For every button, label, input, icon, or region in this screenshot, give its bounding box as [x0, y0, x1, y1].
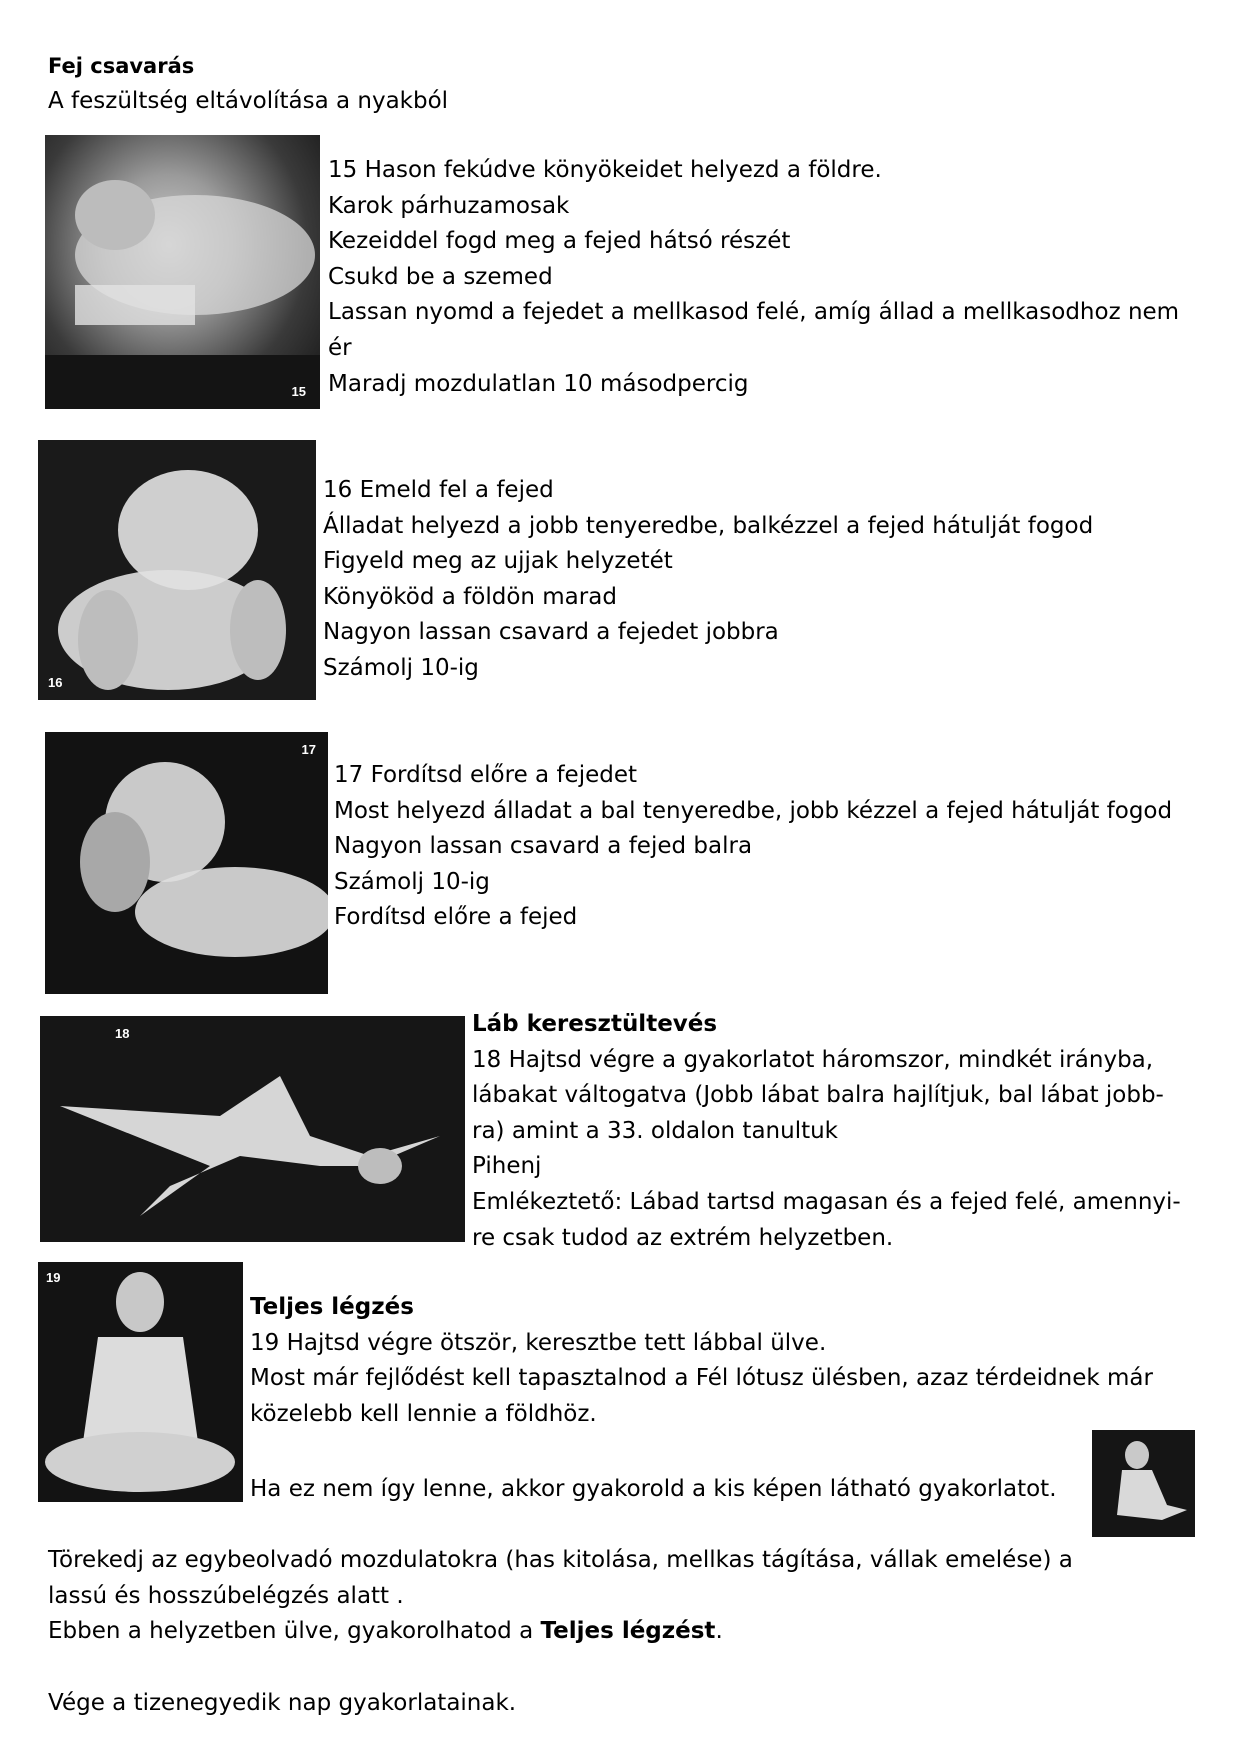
- section-16-line: 16 Emeld fel a fejed: [323, 477, 554, 503]
- section-15-line: Karok párhuzamosak: [328, 192, 570, 219]
- section-15-line: 15 Hason fekúdve könyökeidet helyezd a földre.: [328, 157, 882, 183]
- section-16-line: Figyeld meg az ujjak helyzetét: [323, 548, 673, 575]
- section-15-line: Csukd be a szemed: [328, 263, 553, 290]
- section-17-line: Most helyezd álladat a bal tenyeredbe, jobb kézzel a fejed hátulját fogod: [334, 797, 1173, 824]
- section-17-line: Fordítsd előre a fejed: [334, 904, 578, 931]
- section-15-line: Maradj mozdulatlan 10 másodpercig: [328, 370, 749, 397]
- closing-line-2: lassú és hosszúbelégzés alatt .: [48, 1582, 404, 1609]
- small-exercise-photo: [1092, 1430, 1195, 1537]
- section-18-line: re csak tudod az extrém helyzetben.: [472, 1224, 894, 1251]
- section-15-text: [328, 153, 1179, 402]
- photo-number-15: 15: [291, 384, 306, 399]
- photo-number-17: 17: [301, 742, 316, 757]
- section-17-line: Számolj 10-ig: [334, 868, 490, 895]
- closing-line-3-bold: Teljes légzést: [540, 1618, 716, 1645]
- section-18-line: Emlékeztető: Lábad tartsd magasan és a fejed felé, amennyi-: [472, 1188, 1181, 1215]
- photo-number-18: 18: [115, 1026, 130, 1041]
- closing-text: [48, 1543, 1073, 1650]
- section-19-line: közelebb kell lennie a földhöz.: [250, 1400, 597, 1427]
- section-18-line: ra) amint a 33. oldalon tanultuk: [472, 1117, 839, 1144]
- closing-line-3: [48, 1614, 1073, 1650]
- photo-number-16: 16: [48, 675, 63, 690]
- section-17-line: Nagyon lassan csavard a fejed balra: [334, 833, 753, 860]
- section-15-line: Lassan nyomd a fejedet a mellkasod felé, amíg állad a mellkasodhoz nem: [328, 299, 1180, 326]
- section-15-line: ér: [328, 334, 352, 361]
- photo-19-figure: [38, 1262, 243, 1502]
- section-17-line: 17 Fordítsd előre a fejedet: [334, 762, 637, 788]
- section-19-text: [250, 1290, 1153, 1432]
- final-line: [48, 1686, 516, 1722]
- section-16-text: [323, 473, 1093, 687]
- exercise-photo-15: [45, 135, 320, 409]
- closing-line-1: Törekedj az egybeolvadó mozdulatokra (has kitolása, mellkas tágítása, vállak emelése) a: [48, 1547, 1073, 1573]
- page-subtitle: A feszültség eltávolítása a nyakból: [48, 88, 449, 114]
- photo-16-figure: [38, 440, 316, 700]
- section-19-heading: Teljes légzés: [250, 1294, 414, 1320]
- small-photo-figure: [1092, 1430, 1195, 1537]
- section-19-line: Most már fejlődést kell tapasztalnod a Fél lótusz ülésben, azaz térdeidnek már: [250, 1365, 1153, 1392]
- section-18-line: 18 Hajtsd végre a gyakorlatot háromszor, mindkét irányba,: [472, 1046, 1154, 1073]
- exercise-photo-19: [38, 1262, 243, 1502]
- section-16-line: Álladat helyezd a jobb tenyeredbe, balkézzel a fejed hátulját fogod: [323, 512, 1094, 539]
- small-photo-instruction: Ha ez nem így lenne, akkor gyakorold a kis képen látható gyakorlatot.: [250, 1476, 1057, 1502]
- page-title: Fej csavarás: [48, 54, 195, 78]
- closing-line-3-suffix: .: [715, 1618, 723, 1645]
- section-19-small-photo-text: [250, 1472, 1057, 1508]
- section-18-line: Pihenj: [472, 1153, 542, 1180]
- exercise-photo-16: [38, 440, 316, 700]
- section-16-line: Könyököd a földön marad: [323, 583, 617, 610]
- exercise-photo-17: [45, 732, 328, 994]
- exercise-photo-18: [40, 1016, 465, 1242]
- photo-17-figure: [45, 732, 328, 994]
- section-18-text: [472, 1007, 1181, 1256]
- section-16-line: Számolj 10-ig: [323, 654, 479, 681]
- section-18-line: lábakat váltogatva (Jobb lábat balra hajlítjuk, bal lábat jobb-: [472, 1082, 1164, 1109]
- section-15-line: Kezeiddel fogd meg a fejed hátsó részét: [328, 228, 791, 255]
- photo-number-19: 19: [46, 1270, 61, 1285]
- section-18-heading: Láb keresztültevés: [472, 1011, 718, 1037]
- section-19-line: 19 Hajtsd végre ötször, keresztbe tett lábbal ülve.: [250, 1329, 827, 1356]
- photo-18-figure: [40, 1016, 465, 1242]
- closing-line-3-prefix: Ebben a helyzetben ülve, gyakorolhatod a: [48, 1618, 541, 1645]
- photo-15-figure: [45, 135, 320, 409]
- section-16-line: Nagyon lassan csavard a fejedet jobbra: [323, 619, 779, 646]
- closing-line-4: Vége a tizenegyedik nap gyakorlatainak.: [48, 1690, 517, 1716]
- section-17-text: [334, 758, 1172, 936]
